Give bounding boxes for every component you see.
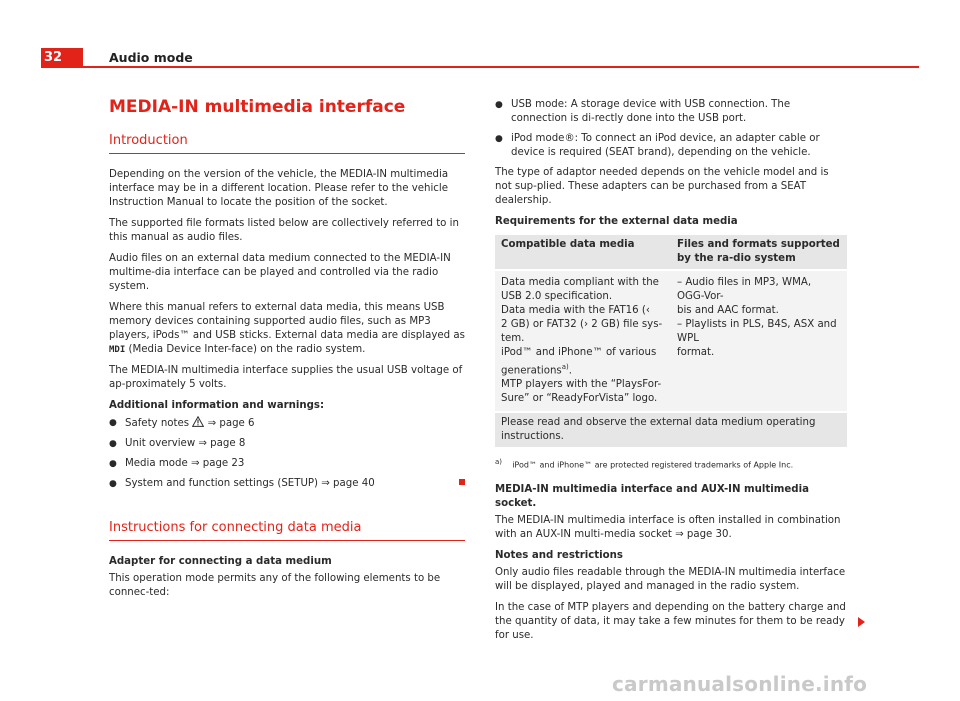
page-number: 32: [41, 48, 83, 68]
adapter-paragraph: This operation mode permits any of the following elements to be connec-ted:: [109, 573, 441, 598]
table-cell-media: Data media compliant with the USB 2.0 specification. Data media with the FAT16 (‹ 2 GB) or FAT32 (› 2 GB) file sys- tem. iPod™ and iPhone™ of various generations$^{a)}$. MTP players with the “PlaysFor- Sure” or “ReadyForVista” logo.: [495, 270, 671, 412]
mdi-label: MDI: [109, 345, 126, 355]
notes-paragraph: Only audio files readable through the MEDIA-IN multimedia interface will be displayed, played and managed in the radio system.: [495, 567, 846, 593]
notes-heading: Notes and restrictions: [495, 550, 623, 562]
intro-paragraph-1: Depending on the version of the vehicle, the MEDIA-IN multimedia interface may be in a different location. Please refer to the vehicle Instruction Manual to locate the position of the socket.: [109, 169, 449, 208]
table-row: [495, 412, 847, 447]
safety-page-ref: ⇒ page 6: [207, 418, 255, 429]
header-rule: [83, 66, 919, 68]
footnote-ref: a): [561, 363, 569, 371]
adapter-type-paragraph: The type of adaptor needed depends on the vehicle model and is not sup-plied. These adapters can be purchased from a SEAT dealership.: [495, 167, 829, 206]
requirements-heading: Requirements for the external data media: [495, 216, 738, 227]
requirements-table: [495, 235, 847, 447]
intro-paragraph-2: The supported file formats listed below are collectively referred to in this manual as audio files.: [109, 218, 459, 243]
table-row: [495, 270, 847, 412]
mtp-paragraph: In the case of MTP players and depending on the battery charge and the quantity of data, it may take a few minutes for them to be ready for use.: [495, 601, 847, 643]
intro-paragraph-4: Where this manual refers to external data media, this means USB memory devices containing supported audio files, such as MP3 players, iPods™ and USB sticks. External data media are displayed as MDI (Media Device Inter-face) on the radio system.: [109, 302, 465, 355]
table-cell-formats: – Audio files in MP3, WMA, OGG-Vor- bis and AAC format. – Playlists in PLS, B4S, ASX and WPL format.: [671, 270, 847, 412]
table-header-formats: Files and formats supported by the ra-dio system: [671, 235, 847, 270]
list-item[interactable]: ● Media mode ⇒ page 23: [109, 458, 245, 469]
page-title: MEDIA-IN multimedia interface: [109, 97, 406, 117]
warning-triangle-icon: [192, 416, 204, 427]
section-heading-introduction: Introduction: [109, 132, 465, 154]
list-item[interactable]: ● Unit overview ⇒ page 8: [109, 438, 246, 449]
aux-paragraph: The MEDIA-IN multimedia interface is often installed in combination with an AUX-IN multi-media socket ⇒ page 30.: [495, 515, 841, 541]
intro-paragraph-5: The MEDIA-IN multimedia interface supplies the usual USB voltage of ap-proximately 5 volts.: [109, 365, 463, 390]
section-heading-connecting: Instructions for connecting data media: [109, 519, 465, 541]
right-column: [495, 98, 847, 650]
reference-list: [109, 416, 465, 491]
list-item[interactable]: ● Safety notes ⇒ page 6: [109, 418, 255, 429]
list-item[interactable]: ● System and function settings (SETUP) ⇒ page 40: [109, 477, 465, 491]
table-header-media: Compatible data media: [495, 235, 671, 270]
aux-heading: MEDIA-IN multimedia interface and AUX-IN multimedia socket.: [495, 484, 809, 510]
list-item: ● iPod mode®: To connect an iPod device, an adapter cable or device is required (SEAT brand), depending on the vehicle.: [495, 133, 820, 158]
adapter-heading: Adapter for connecting a data medium: [109, 556, 332, 567]
running-title: Audio mode: [109, 50, 193, 65]
continue-arrow-icon: [858, 617, 865, 627]
list-item: ● USB mode: A storage device with USB connection. The connection is di-rectly done into the USB port.: [495, 99, 791, 124]
left-column: [109, 96, 465, 607]
footnote: $^{a)}$ iPod™ and iPhone™ are protected registered trademarks of Apple Inc.: [495, 458, 794, 471]
table-note: Please read and observe the external data medium operating instructions.: [495, 412, 847, 447]
additional-info-heading: Additional information and warnings:: [109, 400, 325, 411]
mode-list: [495, 98, 847, 160]
intro-paragraph-3: Audio files on an external data medium connected to the MEDIA-IN multime-dia interface can be played and controlled via the radio system.: [109, 253, 451, 292]
section-end-marker: [459, 479, 465, 485]
watermark: carmanualsonline.info: [612, 672, 868, 696]
page-header: [41, 48, 919, 68]
